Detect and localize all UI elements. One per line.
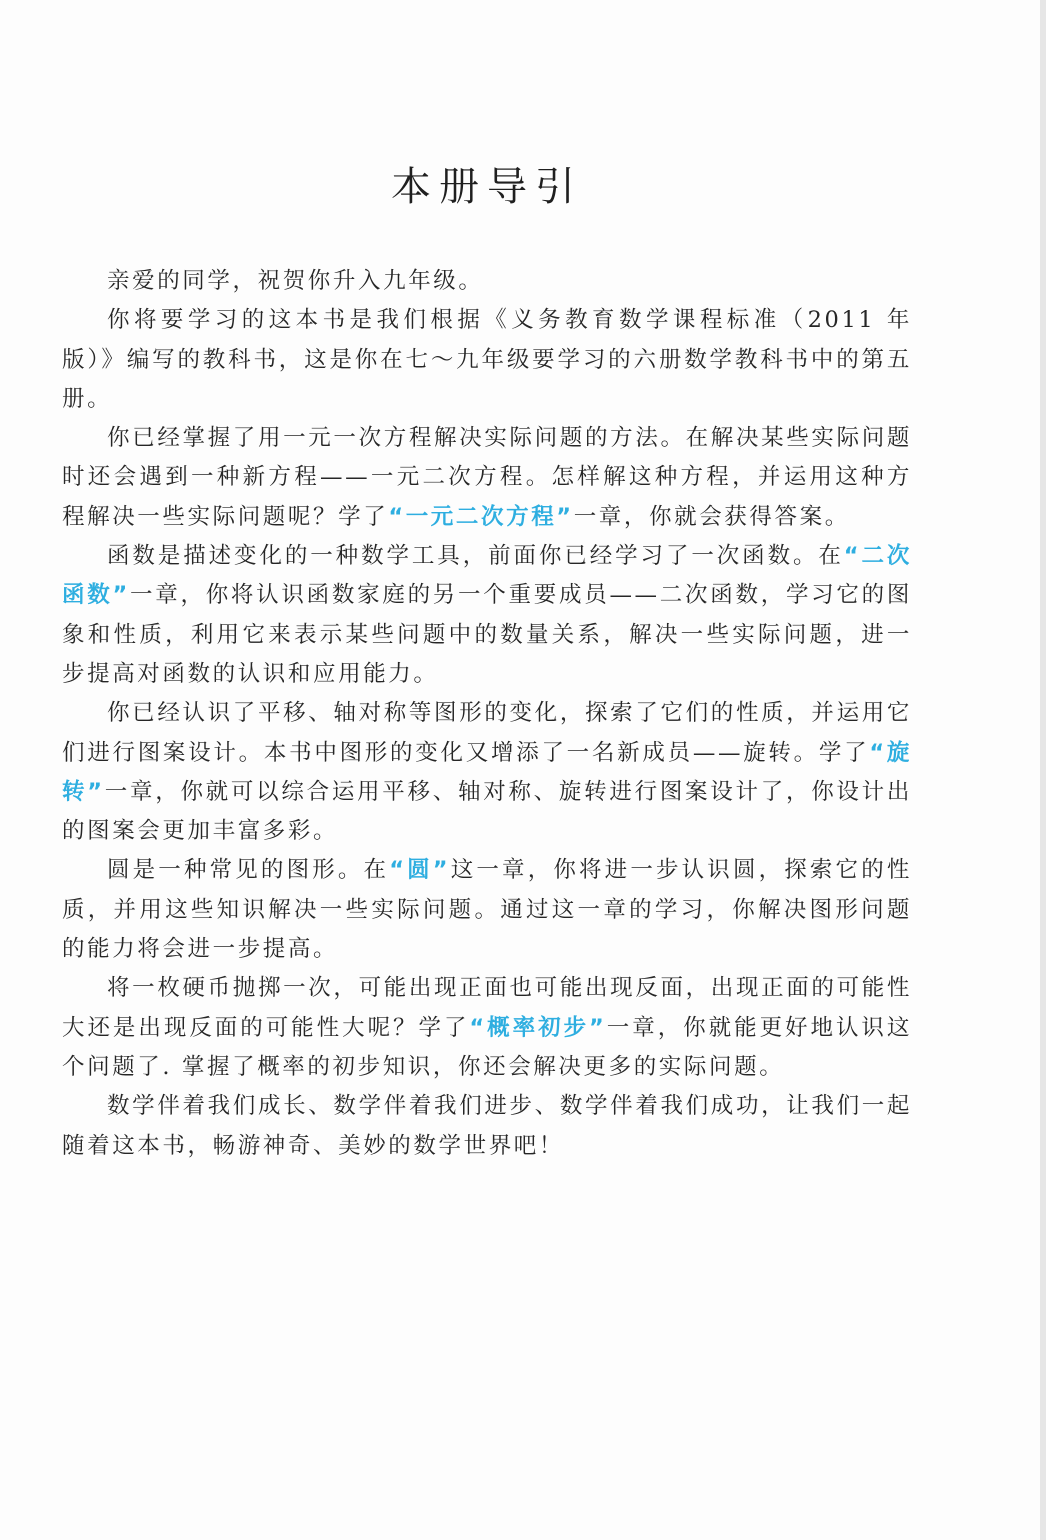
page-title: 本册导引 [391,163,583,210]
paragraph-text: 一章，你就会获得答案。 [573,503,850,530]
paragraph [62,1087,912,1166]
paragraph-text: 你将要学习的这本书是我们根据《义务教育数学课程标准（2011 年版）》编写的教科书，这是你在七～九年级要学习的六册数学教科书中的第五册。 [62,307,912,412]
paragraph-text: 一章，你就能更好地认识这个问题了. 掌握了概率的初步知识，你还会解决更多的实际问题。 [62,1014,912,1080]
paragraph-text: 一章，你将认识函数家庭的另一个重要成员——二次函数，学习它的图象和性质，利用它来表示某些问题中的数量关系，解决一些实际问题，进一步提高对函数的认识和应用能力。 [62,582,912,687]
paragraph [62,694,912,851]
page-edge-shadow [1040,0,1046,1540]
paragraph-text: 你已经掌握了用一元一次方程解决实际问题的方法。在解决某些实际问题时还会遇到一种新方程——一元二次方程。怎样解这种方程，并运用这种方程解决一些实际问题呢？学了 [62,425,912,530]
paragraph-text: 数学伴着我们成长、数学伴着我们进步、数学伴着我们成功，让我们一起随着这本书，畅游神奇、美妙的数学世界吧！ [62,1093,912,1159]
body-text [62,262,912,1166]
paragraph-text: 函数是描述变化的一种数学工具，前面你已经学习了一次函数。在 [107,543,844,570]
chapter-highlight: “二次函数” [62,543,912,609]
paragraph-text: 一章，你就可以综合运用平移、轴对称、旋转进行图案设计了，你设计出的图案会更加丰富多彩。 [62,778,912,845]
paragraph [62,262,912,301]
chapter-highlight: “概率初步” [469,1014,607,1041]
paragraph-text: 亲爱的同学，祝贺你升入九年级。 [107,268,484,294]
paragraph [62,537,912,694]
paragraph [62,969,912,1087]
chapter-highlight: “旋转” [62,739,912,805]
paragraph [62,851,912,969]
paragraph-text: 圆是一种常见的图形。在 [107,857,390,884]
paragraph-text: 这一章，你将进一步认识圆，探索它的性质，并用这些知识解决一些实际问题。通过这一章的学习，你解决图形问题的能力将会进一步提高。 [62,857,912,963]
paragraph-text: 将一枚硬币抛掷一次，可能出现正面也可能出现反面，出现正面的可能性大还是出现反面的可能性大呢？学了 [62,975,912,1041]
paragraph [62,301,912,419]
paragraph-text: 你已经认识了平移、轴对称等图形的变化，探索了它们的性质，并运用它们进行图案设计。本书中图形的变化又增添了一名新成员——旋转。学了 [62,700,912,766]
chapter-highlight: “一元二次方程” [388,503,574,530]
paragraph [62,419,912,537]
chapter-highlight: “圆” [389,857,451,884]
